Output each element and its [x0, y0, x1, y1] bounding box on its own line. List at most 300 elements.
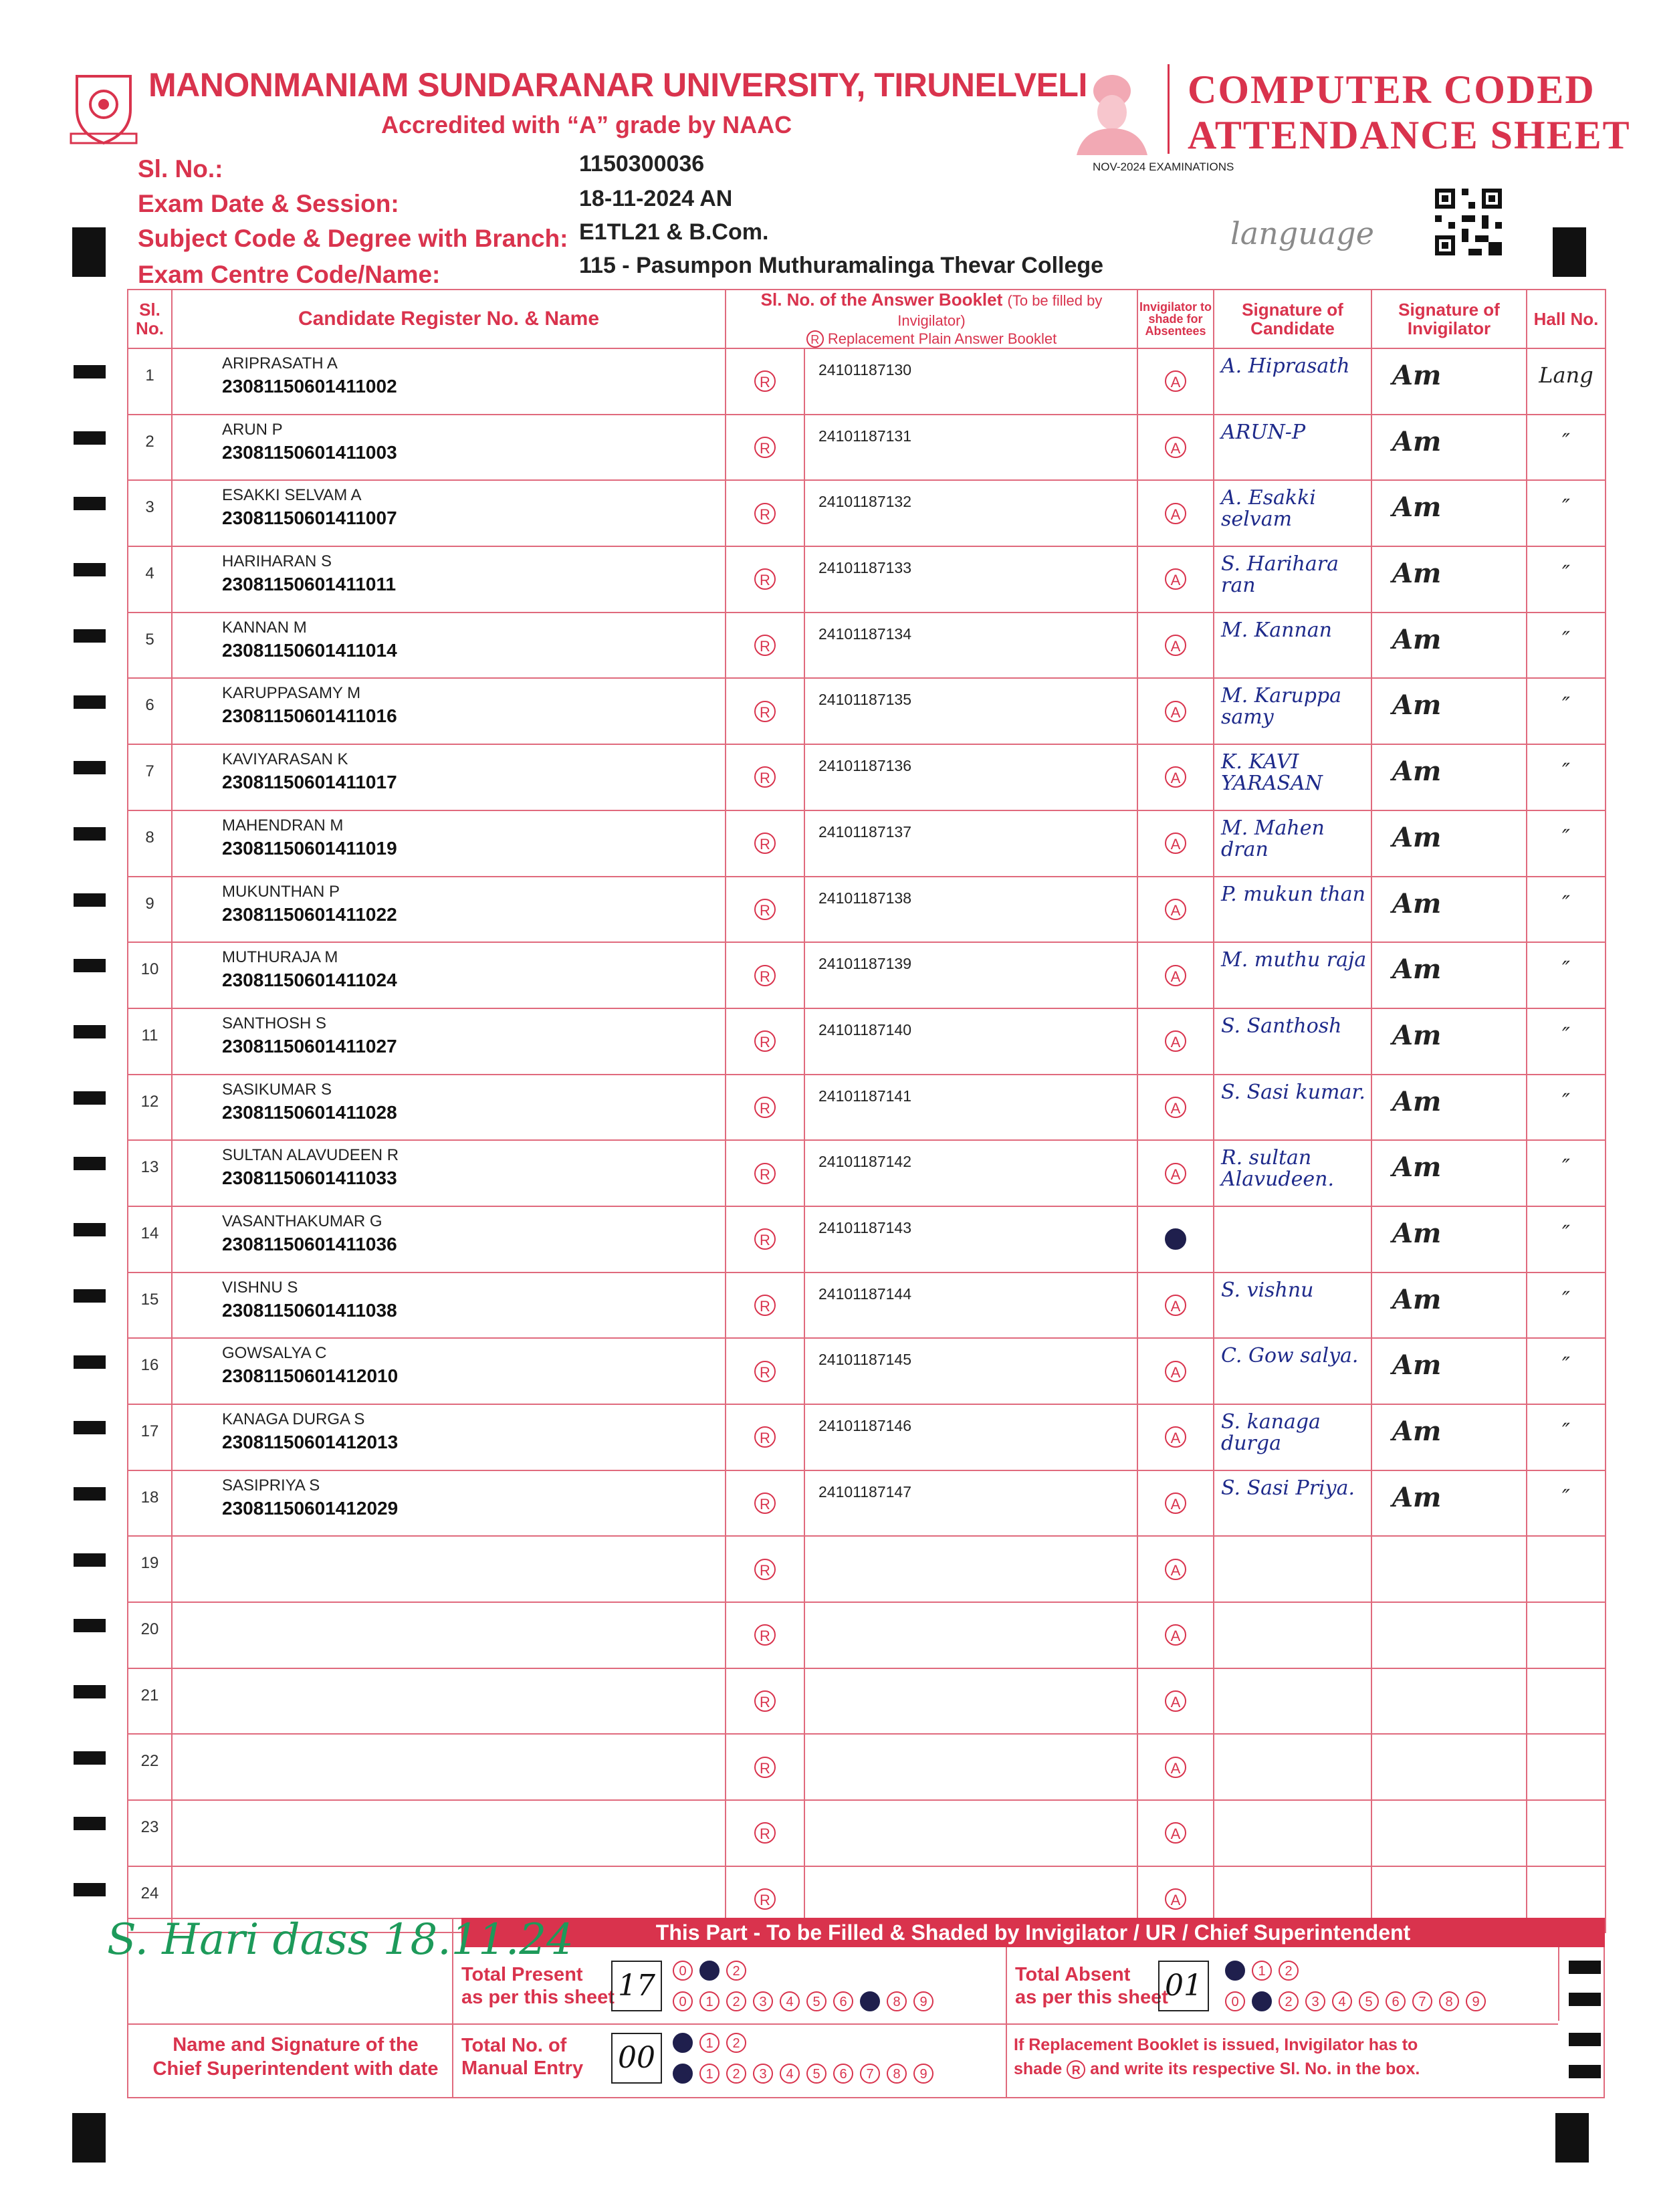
- total-absent-label: [1015, 1963, 1168, 2009]
- timing-mark: [74, 761, 106, 774]
- candidate-signature: M. muthu raja: [1214, 942, 1371, 1008]
- table-row: [128, 1536, 1606, 1602]
- digit-bubble[interactable]: [699, 1961, 720, 1981]
- invigilator-signature: Am: [1371, 415, 1527, 481]
- row-sl-no: 3: [128, 480, 172, 546]
- row-sl-no: 10: [128, 942, 172, 1008]
- absent-cell: [1137, 1470, 1214, 1537]
- replacement-bubble[interactable]: R: [754, 1361, 776, 1382]
- digit-bubble[interactable]: 2: [1279, 1961, 1299, 1981]
- candidate-signature: S. Santhosh: [1214, 1008, 1371, 1075]
- candidate-cell: [172, 1470, 726, 1537]
- candidate-signature: [1214, 1602, 1371, 1668]
- candidate-name: ARIPRASATH A: [222, 354, 338, 372]
- header-booklet-note: (To be filled by Invigilator): [897, 292, 1103, 329]
- absent-cell: [1137, 810, 1214, 877]
- replacement-cell: [726, 1008, 804, 1075]
- row-sl-no: 6: [128, 678, 172, 744]
- candidate-name: SASIKUMAR S: [222, 1080, 332, 1099]
- replacement-note: [1014, 2033, 1420, 2081]
- digit-bubble[interactable]: 1: [1252, 1961, 1272, 1981]
- university-logo: [67, 70, 140, 147]
- timing-mark: [74, 695, 106, 709]
- candidate-register-no: 23081150601411017: [222, 772, 397, 793]
- timing-mark: [74, 497, 106, 510]
- replacement-bubble[interactable]: R: [754, 1492, 776, 1514]
- absent-bubble[interactable]: A: [1165, 1426, 1186, 1448]
- table-row: [128, 1075, 1606, 1141]
- replacement-cell: [726, 1536, 804, 1602]
- invigilator-signature: Am: [1371, 1075, 1527, 1141]
- row-sl-no: 12: [128, 1075, 172, 1141]
- corner-mark-bottom-left: [72, 2113, 106, 2163]
- answer-booklet-no[interactable]: 24101187145: [804, 1338, 1137, 1404]
- row-sl-no: 14: [128, 1206, 172, 1273]
- digit-bubble[interactable]: 5: [806, 1991, 826, 2011]
- candidate-signature: S. kanaga durga: [1214, 1404, 1371, 1470]
- candidate-cell: [172, 1536, 726, 1602]
- table-row: [128, 942, 1606, 1008]
- digit-bubble[interactable]: 1: [699, 1991, 720, 2011]
- candidate-cell: [172, 1075, 726, 1141]
- digit-bubble[interactable]: 3: [1305, 1991, 1325, 2011]
- table-header-row: [128, 290, 1606, 348]
- digit-bubble[interactable]: 7: [860, 2064, 880, 2084]
- absent-bubble[interactable]: A: [1165, 1559, 1186, 1580]
- answer-booklet-no[interactable]: 24101187135: [804, 678, 1137, 744]
- candidate-signature: [1214, 1536, 1371, 1602]
- candidate-cell: [172, 546, 726, 613]
- timing-mark: [74, 1157, 106, 1170]
- replacement-bubble[interactable]: R: [754, 1888, 776, 1910]
- replacement-bubble[interactable]: R: [754, 1690, 776, 1712]
- row-sl-no: 8: [128, 810, 172, 877]
- replacement-cell: [726, 1602, 804, 1668]
- hall-no: ″: [1527, 1338, 1606, 1404]
- header-invigilator-signature: Signature of Invigilator: [1371, 290, 1527, 348]
- hall-no: ″: [1527, 1273, 1606, 1339]
- candidate-register-no: 23081150601411036: [222, 1233, 397, 1254]
- candidate-name: GOWSALYA C: [222, 1344, 327, 1363]
- digit-bubble[interactable]: 0: [1225, 1991, 1245, 2011]
- exam-label: NOV-2024 EXAMINATIONS: [1093, 160, 1234, 173]
- digit-bubble[interactable]: 7: [1412, 1991, 1432, 2011]
- candidate-cell: [172, 1734, 726, 1800]
- invigilator-signature: Am: [1371, 1140, 1527, 1206]
- answer-booklet-no[interactable]: 24101187139: [804, 942, 1137, 1008]
- replacement-cell: [726, 348, 804, 415]
- digit-bubble[interactable]: 4: [780, 2064, 800, 2084]
- digit-bubble[interactable]: 6: [833, 1991, 853, 2011]
- row-sl-no: 20: [128, 1602, 172, 1668]
- timing-mark: [74, 365, 106, 378]
- sl-no-label: Sl. No.:: [138, 155, 223, 183]
- replacement-bubble[interactable]: R: [754, 1822, 776, 1844]
- absent-bubble[interactable]: A: [1165, 437, 1186, 458]
- absent-bubble[interactable]: A: [1165, 1097, 1186, 1118]
- candidate-cell: [172, 480, 726, 546]
- invigilator-signature: [1371, 1734, 1527, 1800]
- absent-bubble[interactable]: A: [1165, 1295, 1186, 1316]
- answer-booklet-no[interactable]: [804, 1536, 1137, 1602]
- digit-bubble[interactable]: [673, 2033, 693, 2053]
- replacement-cell: [726, 1404, 804, 1470]
- row-sl-no: 15: [128, 1273, 172, 1339]
- corner-mark-bottom-right: [1555, 2113, 1589, 2163]
- replacement-note-line2: and write its respective Sl. No. in the box.: [1090, 2060, 1420, 2078]
- manual-entry-tens-bubbles[interactable]: [673, 2033, 753, 2053]
- candidate-cell: [172, 1273, 726, 1339]
- timing-mark: [74, 1751, 106, 1765]
- candidate-name: SANTHOSH S: [222, 1014, 327, 1032]
- absent-cell: [1137, 678, 1214, 744]
- answer-booklet-no[interactable]: 24101187147: [804, 1470, 1137, 1537]
- replacement-cell: [726, 613, 804, 679]
- hall-no: ″: [1527, 613, 1606, 679]
- digit-bubble[interactable]: 3: [753, 2064, 773, 2084]
- digit-bubble[interactable]: 8: [1439, 1991, 1459, 2011]
- digit-bubble[interactable]: 2: [726, 1991, 746, 2011]
- digit-bubble[interactable]: 2: [726, 2033, 746, 2053]
- invigilator-signature: Am: [1371, 1338, 1527, 1404]
- replacement-bubble[interactable]: R: [754, 1426, 776, 1448]
- total-absent-line2: as per this sheet: [1015, 1987, 1168, 2008]
- candidate-signature: A. Hiprasath: [1214, 348, 1371, 415]
- candidate-name: ARUN P: [222, 420, 283, 439]
- replacement-circle-icon: R: [806, 330, 824, 348]
- total-present-tens-bubbles[interactable]: [673, 1961, 753, 1981]
- digit-bubble[interactable]: 4: [1332, 1991, 1352, 2011]
- digit-bubble[interactable]: [1252, 1991, 1272, 2011]
- digit-bubble[interactable]: [860, 1991, 880, 2011]
- answer-booklet-no[interactable]: 24101187138: [804, 877, 1137, 943]
- candidate-cell: [172, 348, 726, 415]
- digit-bubble[interactable]: 0: [673, 1991, 693, 2011]
- table-row: [128, 1800, 1606, 1866]
- absent-cell: [1137, 744, 1214, 810]
- absent-bubble[interactable]: A: [1165, 1888, 1186, 1910]
- table-row: [128, 1470, 1606, 1537]
- subject-value: E1TL21 & B.Com.: [579, 219, 769, 245]
- timing-mark: [74, 1883, 106, 1896]
- absent-cell: [1137, 1338, 1214, 1404]
- table-body: [128, 348, 1606, 1932]
- absent-bubble[interactable]: A: [1165, 568, 1186, 590]
- replacement-cell: [726, 744, 804, 810]
- exam-date-label: Exam Date & Session:: [138, 190, 399, 217]
- candidate-cell: [172, 1668, 726, 1735]
- candidate-name: ESAKKI SELVAM A: [222, 486, 362, 505]
- answer-booklet-no[interactable]: 24101187143: [804, 1206, 1137, 1273]
- row-sl-no: 7: [128, 744, 172, 810]
- digit-bubble[interactable]: 6: [1386, 1991, 1406, 2011]
- manual-entry-line2: Manual Entry: [461, 2058, 584, 2079]
- row-sl-no: 24: [128, 1866, 172, 1932]
- invigilator-signature: [1371, 1602, 1527, 1668]
- replacement-bubble[interactable]: R: [754, 899, 776, 920]
- absent-cell: [1137, 1668, 1214, 1735]
- row-sl-no: 13: [128, 1140, 172, 1206]
- row-sl-no: 4: [128, 546, 172, 613]
- digit-bubble[interactable]: 2: [726, 1961, 746, 1981]
- absent-cell: [1137, 1206, 1214, 1273]
- hall-no: ″: [1527, 546, 1606, 613]
- digit-bubble[interactable]: 9: [913, 1991, 933, 2011]
- sheet-title: [1188, 67, 1631, 158]
- absent-bubble[interactable]: A: [1165, 1624, 1186, 1646]
- invigilator-signature: [1371, 1800, 1527, 1866]
- digit-bubble[interactable]: [673, 2064, 693, 2084]
- answer-booklet-no[interactable]: [804, 1668, 1137, 1735]
- replacement-bubble[interactable]: R: [754, 568, 776, 590]
- absent-bubble[interactable]: A: [1165, 635, 1186, 656]
- candidate-cell: [172, 1404, 726, 1470]
- total-present-units-bubbles[interactable]: [673, 1991, 940, 2011]
- candidate-name: HARIHARAN S: [222, 552, 332, 571]
- answer-booklet-no[interactable]: 24101187136: [804, 744, 1137, 810]
- total-absent-tens-bubbles[interactable]: [1225, 1961, 1305, 1981]
- replacement-bubble[interactable]: R: [754, 1163, 776, 1184]
- invigilator-signature: Am: [1371, 1404, 1527, 1470]
- total-present-box[interactable]: 17: [611, 1961, 662, 2011]
- total-absent-line1: Total Absent: [1015, 1964, 1131, 1985]
- absent-bubble[interactable]: A: [1165, 965, 1186, 986]
- manual-entry-label: [461, 2034, 583, 2080]
- answer-booklet-no[interactable]: 24101187134: [804, 613, 1137, 679]
- candidate-signature: C. Gow salya.: [1214, 1338, 1371, 1404]
- candidate-cell: [172, 810, 726, 877]
- candidate-register-no: 23081150601411038: [222, 1299, 397, 1321]
- absent-bubble[interactable]: A: [1165, 701, 1186, 722]
- digit-bubble[interactable]: 1: [699, 2033, 720, 2053]
- replacement-note-line1: If Replacement Booklet is issued, Invigilator has to: [1014, 2035, 1418, 2054]
- candidate-name: KANAGA DURGA S: [222, 1410, 365, 1428]
- absent-cell: [1137, 1800, 1214, 1866]
- table-row: [128, 1602, 1606, 1668]
- digit-bubble[interactable]: 2: [726, 2064, 746, 2084]
- candidate-signature: [1214, 1668, 1371, 1735]
- hall-no: [1527, 1668, 1606, 1735]
- answer-booklet-no[interactable]: 24101187130: [804, 348, 1137, 415]
- row-sl-no: 16: [128, 1338, 172, 1404]
- table-row: [128, 1273, 1606, 1339]
- candidate-cell: [172, 1206, 726, 1273]
- hall-no: ″: [1527, 1206, 1606, 1273]
- absent-bubble[interactable]: A: [1165, 1163, 1186, 1184]
- replacement-bubble[interactable]: R: [754, 1295, 776, 1316]
- absent-bubble[interactable]: A: [1165, 1030, 1186, 1052]
- absent-bubble[interactable]: A: [1165, 1757, 1186, 1778]
- replacement-note-circle-icon: R: [1067, 2060, 1085, 2079]
- replacement-cell: [726, 1140, 804, 1206]
- hall-no: [1527, 1602, 1606, 1668]
- candidate-cell: [172, 1008, 726, 1075]
- cs-label-line1: Name and Signature of the: [173, 2034, 419, 2056]
- manual-entry-units-bubbles[interactable]: [673, 2064, 940, 2084]
- total-present-line2: as per this sheet: [461, 1987, 615, 2008]
- candidate-register-no: 23081150601412029: [222, 1497, 399, 1519]
- total-absent-box[interactable]: 01: [1158, 1961, 1209, 2011]
- digit-bubble[interactable]: 0: [673, 1961, 693, 1981]
- invigilator-signature: [1371, 1536, 1527, 1602]
- hall-no: ″: [1527, 810, 1606, 877]
- timing-mark: [74, 1421, 106, 1434]
- candidate-register-no: 23081150601412013: [222, 1432, 399, 1452]
- candidate-register-no: 23081150601411022: [222, 903, 397, 925]
- absent-bubble[interactable]: A: [1165, 833, 1186, 854]
- candidate-cell: [172, 942, 726, 1008]
- digit-bubble[interactable]: 9: [913, 2064, 933, 2084]
- centre-label: Exam Centre Code/Name:: [138, 261, 441, 288]
- absent-cell: [1137, 877, 1214, 943]
- answer-booklet-no[interactable]: 24101187140: [804, 1008, 1137, 1075]
- candidate-name: MUKUNTHAN P: [222, 882, 340, 901]
- row-sl-no: 17: [128, 1404, 172, 1470]
- answer-booklet-no[interactable]: 24101187144: [804, 1273, 1137, 1339]
- replacement-bubble[interactable]: R: [754, 370, 776, 392]
- replacement-bubble[interactable]: R: [754, 1757, 776, 1778]
- digit-bubble[interactable]: 2: [1279, 1991, 1299, 2011]
- table-row: [128, 678, 1606, 744]
- candidate-signature: M. Kannan: [1214, 613, 1371, 679]
- candidate-register-no: 23081150601411033: [222, 1168, 397, 1189]
- header-divider: [1168, 64, 1170, 154]
- answer-booklet-no[interactable]: 24101187142: [804, 1140, 1137, 1206]
- absent-cell: [1137, 1404, 1214, 1470]
- digit-bubble[interactable]: 9: [1466, 1991, 1486, 2011]
- invigilator-signature: Am: [1371, 1470, 1527, 1537]
- table-row: [128, 1668, 1606, 1735]
- candidate-signature: [1214, 1800, 1371, 1866]
- replacement-bubble[interactable]: R: [754, 1624, 776, 1646]
- candidate-name: SASIPRIYA S: [222, 1476, 320, 1495]
- hall-no: ″: [1527, 1075, 1606, 1141]
- subject-label: Subject Code & Degree with Branch:: [138, 225, 568, 252]
- header-sl-no: Sl. No.: [128, 290, 172, 348]
- replacement-bubble[interactable]: R: [754, 503, 776, 524]
- row-sl-no: 9: [128, 877, 172, 943]
- hall-no: ″: [1527, 1008, 1606, 1075]
- absent-cell: [1137, 1075, 1214, 1141]
- digit-bubble[interactable]: 5: [806, 2064, 826, 2084]
- absent-bubble[interactable]: A: [1165, 1690, 1186, 1712]
- answer-booklet-no[interactable]: 24101187131: [804, 415, 1137, 481]
- answer-booklet-no[interactable]: [804, 1734, 1137, 1800]
- hall-no: ″: [1527, 1404, 1606, 1470]
- candidate-signature: P. mukun than: [1214, 877, 1371, 943]
- digit-bubble[interactable]: 1: [699, 2064, 720, 2084]
- candidate-cell: [172, 678, 726, 744]
- absent-cell: [1137, 546, 1214, 613]
- footer-band: This Part - To be Filled & Shaded by Invigilator / UR / Chief Superintendent: [461, 1918, 1605, 1947]
- table-row: [128, 1404, 1606, 1470]
- answer-booklet-no[interactable]: 24101187137: [804, 810, 1137, 877]
- candidate-name: KARUPPASAMY M: [222, 684, 361, 703]
- candidate-register-no: 23081150601411016: [222, 705, 397, 727]
- digit-bubble[interactable]: 8: [887, 2064, 907, 2084]
- answer-booklet-no[interactable]: 24101187133: [804, 546, 1137, 613]
- digit-bubble[interactable]: [1225, 1961, 1245, 1981]
- row-sl-no: 2: [128, 415, 172, 481]
- replacement-bubble[interactable]: R: [754, 766, 776, 788]
- row-sl-no: 18: [128, 1470, 172, 1537]
- timing-mark: [74, 827, 106, 841]
- absent-cell: [1137, 942, 1214, 1008]
- replacement-bubble[interactable]: R: [754, 701, 776, 722]
- absent-bubble[interactable]: [1165, 1228, 1186, 1250]
- absent-bubble[interactable]: A: [1165, 1822, 1186, 1844]
- invigilator-signature: Am: [1371, 678, 1527, 744]
- replacement-cell: [726, 877, 804, 943]
- replacement-bubble[interactable]: R: [754, 833, 776, 854]
- candidate-name: KAVIYARASAN K: [222, 750, 348, 769]
- digit-bubble[interactable]: 5: [1359, 1991, 1379, 2011]
- absent-bubble[interactable]: A: [1165, 1492, 1186, 1514]
- replacement-bubble[interactable]: R: [754, 1228, 776, 1250]
- footer-divider-2: [1006, 1947, 1007, 2098]
- manual-entry-box[interactable]: 00: [611, 2033, 662, 2084]
- replacement-bubble[interactable]: R: [754, 1030, 776, 1052]
- row-sl-no: 5: [128, 613, 172, 679]
- timing-mark: [74, 1289, 106, 1303]
- exam-date-value: 18-11-2024 AN: [579, 186, 733, 211]
- candidate-register-no: 23081150601411014: [222, 639, 397, 661]
- absent-bubble[interactable]: A: [1165, 899, 1186, 920]
- replacement-cell: [726, 1470, 804, 1537]
- absent-bubble[interactable]: A: [1165, 1361, 1186, 1382]
- answer-booklet-no[interactable]: 24101187132: [804, 480, 1137, 546]
- invigilator-signature: Am: [1371, 744, 1527, 810]
- digit-bubble[interactable]: 6: [833, 2064, 853, 2084]
- absent-cell: [1137, 1008, 1214, 1075]
- replacement-cell: [726, 810, 804, 877]
- absent-bubble[interactable]: A: [1165, 766, 1186, 788]
- answer-booklet-no[interactable]: [804, 1602, 1137, 1668]
- candidate-cell: [172, 1800, 726, 1866]
- digit-bubble[interactable]: 4: [780, 1991, 800, 2011]
- timing-mark: [74, 1355, 106, 1369]
- footer-divider-h: [127, 2023, 1558, 2025]
- replacement-bubble[interactable]: R: [754, 1097, 776, 1118]
- answer-booklet-no[interactable]: [804, 1800, 1137, 1866]
- invigilator-signature: Am: [1371, 942, 1527, 1008]
- answer-booklet-no[interactable]: 24101187146: [804, 1404, 1137, 1470]
- absent-bubble[interactable]: A: [1165, 370, 1186, 392]
- replacement-cell: [726, 1075, 804, 1141]
- timing-mark: [74, 431, 106, 445]
- answer-booklet-no[interactable]: 24101187141: [804, 1075, 1137, 1141]
- row-sl-no: 22: [128, 1734, 172, 1800]
- hall-no: ″: [1527, 480, 1606, 546]
- digit-bubble[interactable]: 8: [887, 1991, 907, 2011]
- invigilator-signature: Am: [1371, 1008, 1527, 1075]
- invigilator-signature: Am: [1371, 810, 1527, 877]
- university-title: MANONMANIAM SUNDARANAR UNIVERSITY, TIRUNELVELI: [148, 66, 1087, 104]
- replacement-bubble[interactable]: R: [754, 965, 776, 986]
- replacement-bubble[interactable]: R: [754, 635, 776, 656]
- absent-bubble[interactable]: A: [1165, 503, 1186, 524]
- timing-mark: [74, 1025, 106, 1038]
- row-sl-no: 1: [128, 348, 172, 415]
- replacement-bubble[interactable]: R: [754, 1559, 776, 1580]
- digit-bubble[interactable]: 3: [753, 1991, 773, 2011]
- timing-mark: [74, 629, 106, 643]
- header-hall-no: Hall No.: [1527, 290, 1606, 348]
- total-absent-units-bubbles[interactable]: [1225, 1991, 1493, 2011]
- hall-no: ″: [1527, 1140, 1606, 1206]
- replacement-bubble[interactable]: R: [754, 437, 776, 458]
- header-candidate-signature: Signature of Candidate: [1214, 290, 1371, 348]
